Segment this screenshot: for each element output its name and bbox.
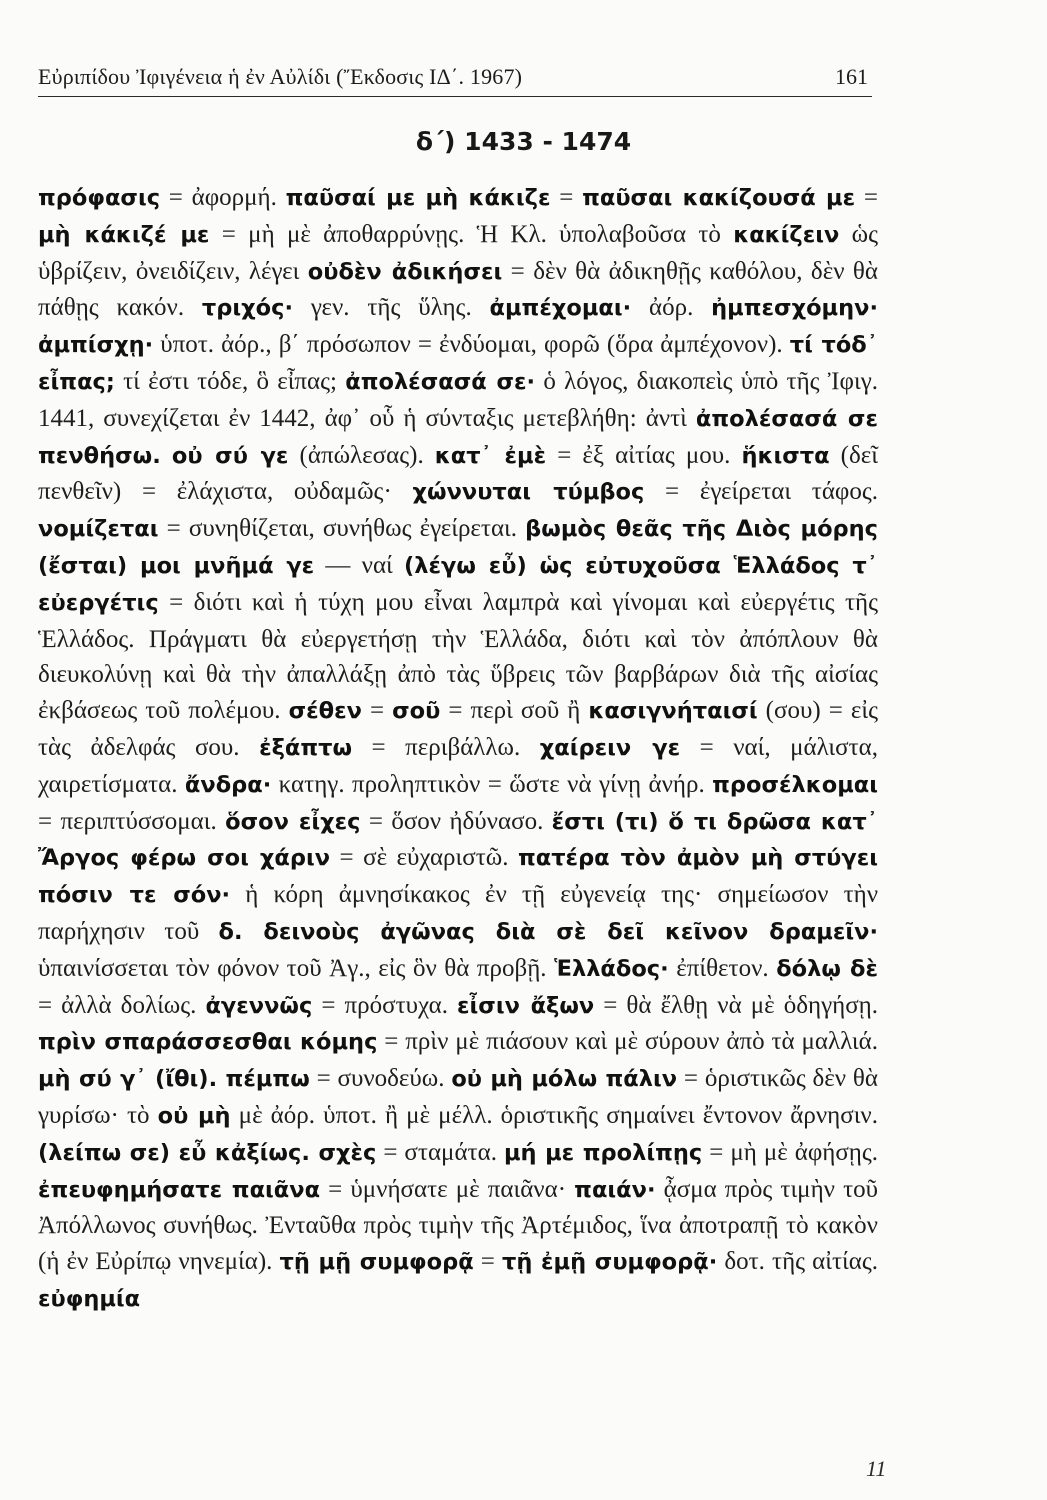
headword: τῇ μῇ συμφορᾷ [279, 1249, 474, 1276]
headword: εἶσιν ἄξων [457, 992, 595, 1019]
gloss-text: ἡ κόρη ἀμνησίκακος ἐν τῇ εὐγενείᾳ της· σημείωσον τὴν παρήχησιν τοῦ [38, 881, 878, 945]
headword: οὐ σύ γε [171, 442, 289, 469]
headword: βωμὸς θεᾶς τῆς Διὸς μόρης (ἔσται) μοι μνῆμά γε [38, 516, 878, 579]
headword: παῦσαι κακίζουσά με [582, 185, 856, 211]
gloss-text: = σὲ εὐχαριστῶ. [330, 844, 518, 872]
gloss-text: ἀόρ. [631, 294, 712, 322]
gloss-text: = μὴ μὲ ἀποθαρρύνῃς. Ἡ Κλ. ὑπολαβοῦσα τὸ [209, 220, 734, 248]
headword: παῦσαί με μὴ κάκιζε [285, 185, 551, 211]
gloss-text: ἐπίθετον. [668, 954, 777, 982]
headword: μὴ κάκιζέ με [38, 221, 210, 248]
headword: ἥκιστα [741, 442, 830, 469]
headword: σοῦ [392, 698, 441, 725]
headword: ἠμπεσχόμην· ἀμπίσχῃ· [38, 295, 878, 359]
headword: ἀπολέσασά σε πενθήσω. [38, 405, 878, 469]
page-number: 161 [835, 64, 868, 89]
headword: ἔστι (τι) ὅ τι δρῶσα κατ᾽ Ἄργος φέρω σοι χάριν [38, 808, 878, 872]
headword: πρόφασις [38, 185, 161, 211]
gloss-text: = σταμάτα. [376, 1138, 504, 1166]
running-head: Εὐριπίδου Ἰφιγένεια ἡ ἐν Αὐλίδι (Ἔκδοσις ΙΔ΄. 1967) [38, 64, 523, 89]
headword: κακίζειν [733, 221, 840, 248]
headword: σέθεν [288, 698, 362, 725]
headword: τί τόδ᾽ εἶπας; [38, 332, 879, 395]
gloss-text: = ἐξ αἰτίας μου. [546, 441, 742, 469]
gloss-text: = [361, 697, 393, 725]
headword: κασιγνήταισί [588, 698, 758, 725]
gloss-text: ὑπαινίσσεται τὸν φόνον τοῦ Ἀγ., εἰς ὃν θὰ προβῇ. [38, 954, 555, 982]
gloss-text: τί ἐστι τόδε, ὃ εἶπας; [114, 367, 346, 395]
headword: παιάν· [574, 1176, 656, 1203]
headword: μὴ σύ γ᾽ (ἴθι). πέμπω [38, 1066, 310, 1093]
gloss-text: = ὑμνήσατε μὲ παιᾶνα· [320, 1175, 575, 1203]
gloss-text: = περιπτύσσομαι. [38, 807, 226, 835]
gloss-text: = ναί, μάλιστα, χαιρετίσματα. [38, 733, 878, 798]
headword: ἐξάπτω [259, 734, 353, 761]
headword: ἄνδρα· [184, 771, 272, 798]
headword: χώννυται τύμβος [412, 479, 645, 506]
gloss-text: = δὲν θὰ ἀδικηθῇς καθόλου, δὲν θὰ πάθῃς κακόν. [38, 257, 878, 322]
gloss-text: κατηγ. προληπτικὸν = ὥστε νὰ γίνῃ ἀνήρ. [271, 770, 713, 798]
gloss-text: = μὴ μὲ ἀφήσῃς. [702, 1138, 879, 1166]
gloss-text [161, 442, 172, 469]
gloss-text: = ἀλλὰ δολίως. [38, 991, 206, 1019]
signature-mark: 11 [866, 1456, 887, 1481]
gloss-text: ὡς ὑβρίζειν, ὀνειδίζειν, λέγει [38, 220, 878, 285]
gloss-text: = συνοδεύω. [309, 1065, 452, 1093]
gloss-text: = ἐγείρεται τάφος. [644, 478, 879, 506]
headword: δ. δεινοὺς ἀγῶνας διὰ σὲ δεῖ κεῖνον δραμεῖν· [218, 918, 878, 945]
headword: (λέγω εὖ) ὡς εὐτυχοῦσα Ἑλλάδος τ᾽ εὐεργέτις [38, 552, 878, 616]
page-header [38, 60, 872, 97]
gloss-text: ὁ λόγος, διακοπεὶς ὑπὸ τῆς Ἰφιγ. 1441, συνεχίζεται ἐν 1442, ἀφ᾽ οὗ ἡ σύνταξις μετεβλήθη: ἀντὶ [38, 367, 878, 432]
gloss-text: — ναί [314, 551, 405, 579]
gloss-text: (σου) = εἰς τὰς ἀδελφάς σου. [38, 697, 878, 761]
gloss-text: γεν. τῆς ὕλης. [293, 294, 490, 322]
gloss-text: = ἀφορμή. [160, 184, 286, 211]
headword: μή με προλίπῃς [503, 1139, 703, 1166]
headword: προσέλκομαι [712, 771, 878, 798]
gloss-text: μὲ ἀόρ. ὑποτ. ἢ μὲ μέλλ. ὁριστικῆς σημαίνει ἔντονον ἄρνησιν. [230, 1101, 878, 1129]
gloss-text: = πρὶν μὲ πιάσουν καὶ μὲ σύρουν ἀπὸ τὰ μαλλιά. [377, 1028, 879, 1056]
headword: εὐφημία [38, 1285, 141, 1312]
headword: ἐπευφημήσατε παιᾶνα [38, 1176, 321, 1203]
headword: ἀμπέχομαι· [489, 295, 632, 322]
gloss-text: = [550, 184, 583, 211]
headword: δόλῳ δὲ [776, 955, 879, 982]
gloss-text: ὑποτ. ἀόρ., β΄ πρόσωπον = ἐνδύομαι, φορῶ (ὅρα ἀμπέχονον). [153, 331, 790, 359]
gloss-text: = [473, 1248, 502, 1276]
gloss-text: = θὰ ἔλθῃ νὰ μὲ ὁδηγήσῃ. [594, 991, 878, 1019]
headword: ὅσον εἶχες [225, 808, 361, 835]
gloss-text: = διότι καὶ ἡ τύχη μου εἶναι λαμπρὰ καὶ γίνομαι καὶ εὐεργέτις τῆς Ἑλλάδος. Πράγματι θὰ εὐεργετήσῃ τὴν Ἑλλάδα, διότι καὶ τὸν ἀπόπλουν θὰ διευκολύνῃ καὶ θὰ τὴν ἀπαλλάξῃ ἀπὸ τὰς ὕβρεις τῶν βαρβάρων διὰ τῆς αἰσίας ἐκβάσεως τοῦ πολέμου. [38, 588, 878, 725]
gloss-text: ᾆσμα πρὸς τιμὴν τοῦ Ἀπόλλωνος συνήθως. Ἐνταῦθα πρὸς τιμὴν τῆς Ἀρτέμιδος, ἵνα ἀποτραπῇ τὸ κακὸν (ἡ ἐν Εὐρίπῳ νηνεμία). [38, 1175, 878, 1276]
gloss-text: = περὶ σοῦ ἢ [440, 697, 589, 725]
gloss-text: = συνηθίζεται, συνήθως ἐγείρεται. [158, 515, 526, 543]
headword: οὐ μὴ μόλω πάλιν [451, 1066, 678, 1093]
headword: τῇ ἐμῇ συμφορᾷ· [501, 1249, 718, 1276]
section-title: δ΄) 1433 - 1474 [415, 127, 632, 156]
gloss-text: (ἀπώλεσας). [288, 441, 435, 469]
gloss-text: δοτ. τῆς αἰτίας. [717, 1248, 878, 1276]
headword: ἀγεννῶς [205, 992, 313, 1019]
headword: τριχός· [201, 295, 294, 322]
gloss-text: (δεῖ πενθεῖν) = ἐλάχιστα, οὐδαμῶς· [38, 441, 879, 506]
headword: οὐδὲν ἀδικήσει [307, 258, 503, 285]
headword: οὐ μὴ [157, 1102, 231, 1129]
commentary-text [38, 180, 878, 1318]
headword: πατέρα τὸν ἀμὸν μὴ στύγει πόσιν τε σόν· [38, 845, 878, 909]
headword: κατ᾽ ἐμὲ [434, 442, 547, 469]
headword: (λείπω σε) εὖ κἀξίως. σχὲς [38, 1139, 377, 1166]
headword: χαίρειν γε [539, 734, 681, 761]
gloss-text: = ὁριστικῶς δὲν θὰ γυρίσω· τὸ [38, 1065, 878, 1129]
headword: πρὶν σπαράσσεσθαι κόμης [38, 1029, 378, 1056]
gloss-text: = ὅσον ἠδύνασο. [360, 807, 552, 835]
gloss-text: = πρόστυχα. [312, 991, 458, 1019]
headword: Ἑλλάδος· [554, 955, 669, 982]
headword: νομίζεται [38, 516, 159, 543]
gloss-text: = περιβάλλω. [352, 733, 540, 761]
gloss-text: = [855, 184, 878, 211]
headword: ἀπολέσασά σε· [345, 368, 536, 395]
